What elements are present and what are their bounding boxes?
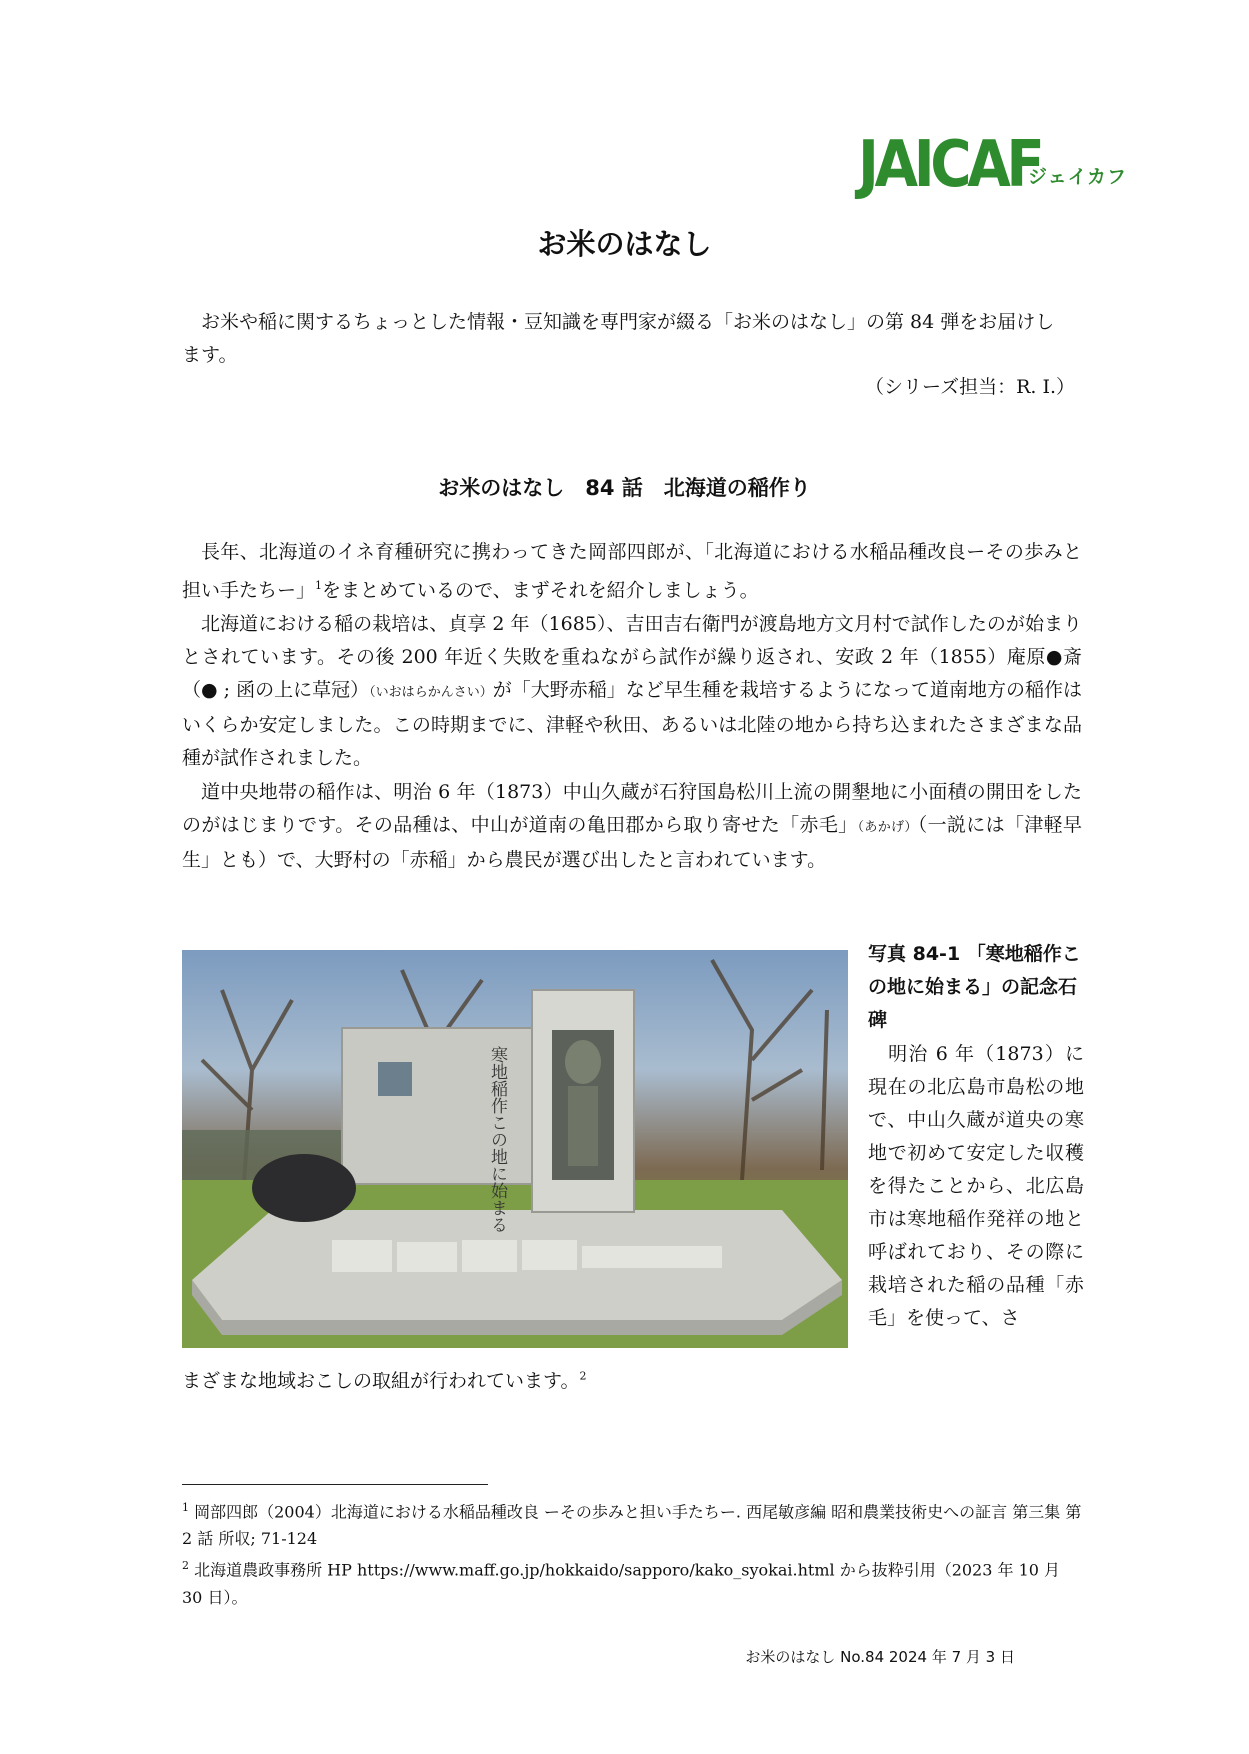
footnotes bbox=[182, 1494, 1082, 1611]
paragraph-2: 北海道における稲の栽培は、貞享 2 年（1685）、吉田吉右衛門が渡島地方文月村で試作したのが始まりとされています。その後 200 年近く失敗を重ねながら試作が繰り返され、安政 2 年（1855）庵原●斎（● ; 函の上に草冠）（いおはらかんさい）が「大野赤稲」など早生種を栽培するようになって道南地方の稲作はいくらか安定しました。この時期までに、津軽や秋田、あるいは北陸の地から持ち込まれたさまざまな品種が試作されました。 bbox=[182, 613, 1082, 770]
paragraph-1: 長年、北海道のイネ育種研究に携わってきた岡部四郎が、「北海道における水稲品種改良ーその歩みと担い手たちー」$^1$をまとめているので、まずそれを紹介しましょう。 bbox=[182, 541, 1082, 602]
reading-note: （あかげ） bbox=[857, 820, 918, 836]
logo-wordmark: JAICAF bbox=[858, 128, 1041, 202]
monument-illustration bbox=[182, 950, 848, 1348]
article-body bbox=[182, 536, 1082, 878]
monument-photo bbox=[182, 950, 848, 1348]
article-heading: お米のはなし 84 話 北海道の稲作り bbox=[438, 476, 811, 500]
logo-kana: ジェイカフ bbox=[1028, 166, 1128, 188]
monument-inscription: 寒地稲作この地に始まる bbox=[487, 1046, 507, 1233]
jaicaf-logo bbox=[858, 128, 1128, 204]
page-footer: お米のはなし No.84 2024 年 7 月 3 日 bbox=[745, 1648, 1015, 1666]
intro-text: お米や稲に関するちょっとした情報・豆知識を専門家が綴る「お米のはなし」の第 84 弾をお届けします。 bbox=[182, 311, 1055, 366]
photo-caption-tail: まざまな地域おこしの取組が行われています。$^2$ bbox=[182, 1369, 587, 1392]
footnote-ref-2: 2 bbox=[579, 1369, 587, 1383]
reading-note: （いおはらかんさい） bbox=[369, 685, 493, 701]
paragraph-3: 道中央地帯の稲作は、明治 6 年（1873）中山久蔵が石狩国島松川上流の開墾地に小面積の開田をしたのがはじまりです。その品種は、中山が道南の亀田郡から取り寄せた「赤毛」（あかげ）（一説には「津軽早生」とも）で、大野村の「赤稲」から農民が選び出したと言われています。 bbox=[182, 781, 1082, 872]
footnote-ref-1: 1 bbox=[315, 579, 323, 592]
footnote-2: $^2$ 北海道農政事務所 HP https://www.maff.go.jp/hokkaido/sapporo/kako_syokai.html から抜粋引用（2023 年 10 月 30 日）。 bbox=[182, 1559, 1061, 1607]
photo-caption-text: 明治 6 年（1873）に現在の北広島市島松の地で、中山久蔵が道央の寒地で初めて安定した収穫を得たことから、北広島市は寒地稲作発祥の地と呼ばれており、その際に栽培された稲の品種「赤毛」を使って、さ bbox=[868, 1043, 1084, 1329]
footnote-divider bbox=[182, 1484, 488, 1485]
footnote-1: $^1$ 岡部四郎（2004）北海道における水稲品種改良 ーその歩みと担い手たちー. 西尾敏彦編 昭和農業技術史への証言 第三集 第 2 話 所収; 71-124 bbox=[182, 1501, 1082, 1549]
series-credit: （シリーズ担当：R. I.） bbox=[865, 376, 1075, 398]
page-title: お米のはなし bbox=[537, 227, 712, 261]
photo-caption-title: 写真 84-1 「寒地稲作この地に始まる」の記念石碑 bbox=[868, 943, 1081, 1031]
